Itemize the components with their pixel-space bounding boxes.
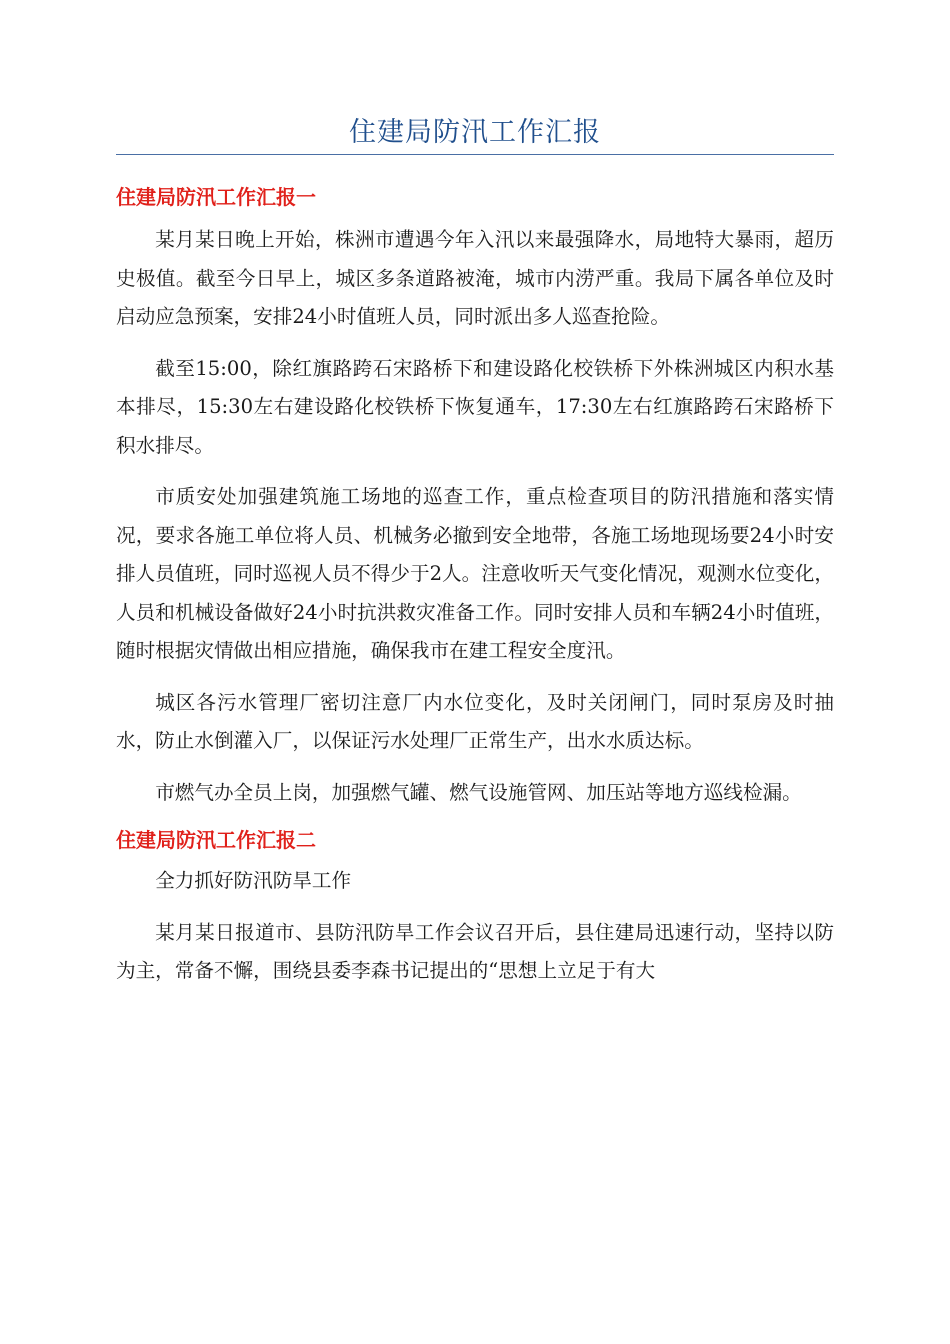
paragraph: 某月某日报道市、县防汛防旱工作会议召开后，县住建局迅速行动，坚持以防为主，常备不懈，围绕县委李森书记提出的“思想上立足于有大	[116, 920, 834, 982]
paragraph: 市燃气办全员上岗，加强燃气罐、燃气设施管网、加压站等地方巡线检漏。	[155, 780, 802, 804]
section-heading-1: 住建局防汛工作汇报一	[116, 185, 316, 209]
title-underline	[116, 154, 834, 155]
document-page	[116, 0, 834, 991]
paragraph: 城区各污水管理厂密切注意厂内水位变化，及时关闭闸门，同时泵房及时抽水，防止水倒灌入厂，以保证污水处理厂正常生产，出水水质达标。	[116, 690, 834, 752]
paragraph: 截至15:00，除红旗路跨石宋路桥下和建设路化校铁桥下外株洲城区内积水基本排尽，15:30左右建设路化校铁桥下恢复通车，17:30左右红旗路跨石宋路桥下积水排尽。	[116, 356, 834, 457]
paragraph-subtitle: 全力抓好防汛防旱工作	[155, 869, 352, 892]
section-heading-2: 住建局防汛工作汇报二	[116, 828, 316, 852]
paragraph: 市质安处加强建筑施工场地的巡查工作，重点检查项目的防汛措施和落实情况，要求各施工单位将人员、机械务必撤到安全地带，各施工场地现场要24小时安排人员值班，同时巡视人员不得少于2人。注意收听天气变化情况，观测水位变化，人员和机械设备做好24小时抗洪救灾准备工作。同时安排人员和车辆24小时值班，随时根据灾情做出相应措施，确保我市在建工程安全度汛。	[116, 485, 834, 662]
document-title: 住建局防汛工作汇报	[349, 117, 601, 148]
paragraph: 某月某日晚上开始，株洲市遭遇今年入汛以来最强降水，局地特大暴雨，超历史极值。截至今日早上，城区多条道路被淹，城市内涝严重。我局下属各单位及时启动应急预案，安排24小时值班人员，同时派出多人巡查抢险。	[116, 228, 834, 328]
